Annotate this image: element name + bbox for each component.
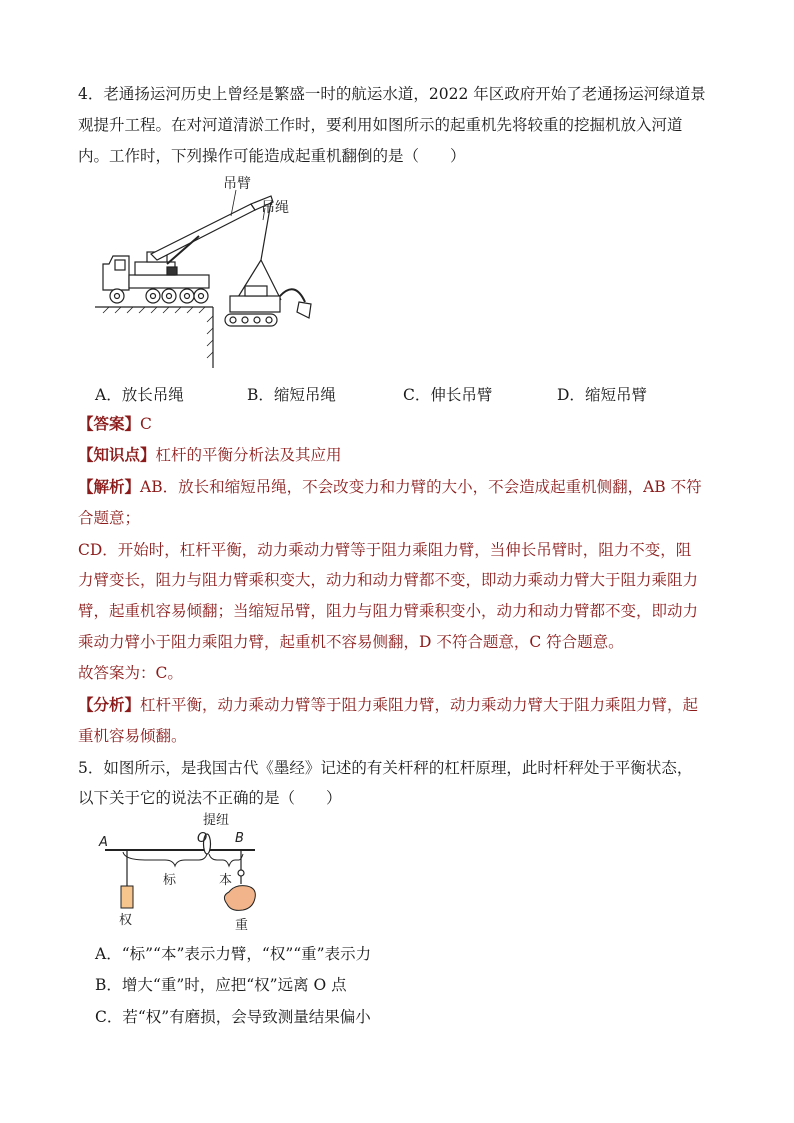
knowledge-tag: 【知识点】 xyxy=(78,445,156,464)
q4-summary-line-2: 重机容易倾翻。 xyxy=(78,727,187,745)
label-handle: 提纽 xyxy=(203,813,230,828)
analysis-tag: 【解析】 xyxy=(78,477,141,496)
q4-conclusion: 故答案为：C。 xyxy=(78,664,183,682)
label-quan: 权 xyxy=(119,913,133,928)
option-letter: C． xyxy=(95,1008,123,1026)
label-rope: 吊绳 xyxy=(261,200,289,216)
q4-analysis-line-3: CD．开始时，杠杆平衡，动力乘动力臂等于阻力乘阻力臂，当伸长吊臂时，阻力不变，阻 xyxy=(78,541,692,559)
label-biao: 标 xyxy=(163,873,177,888)
option-letter: B． xyxy=(247,386,274,404)
crane-excavator-figure xyxy=(95,172,320,372)
q4-answer xyxy=(78,414,728,434)
q4-option-b[interactable] xyxy=(247,383,336,405)
label-b: B xyxy=(235,831,244,846)
q4-option-d[interactable] xyxy=(557,383,647,405)
q4-analysis-line-4: 力臂变长，阻力与阻力臂乘积变大，动力和动力臂都不变，即动力乘动力臂大于阻力乘阻力 xyxy=(78,571,699,589)
option-letter: B． xyxy=(95,976,122,994)
option-letter: A． xyxy=(95,945,122,963)
q4-option-a[interactable] xyxy=(95,383,184,405)
summary-tag: 【分析】 xyxy=(78,695,141,714)
q4-stem-line-2: 观提升工程。在对河道清淤工作时，要利用如图所示的起重机先将较重的挖掘机放入河道 xyxy=(78,116,683,134)
analysis-text: AB．放长和缩短吊绳，不会改变力和力臂的大小，不会造成起重机侧翻，AB 不符 xyxy=(140,478,702,496)
q4-summary-line-1 xyxy=(78,695,728,715)
q4-analysis-line-1 xyxy=(78,477,728,497)
option-letter: D． xyxy=(557,386,585,404)
q4-analysis-line-2: 合题意； xyxy=(78,509,141,527)
q4-knowledge xyxy=(78,445,728,465)
q5-option-c[interactable] xyxy=(95,1007,745,1027)
option-text: “标”“本”表示力臂，“权”“重”表示力 xyxy=(121,945,372,963)
q4-stem-line-3: 内。工作时，下列操作可能造成起重机翻倒的是（ ） xyxy=(78,147,466,165)
q4-option-c[interactable] xyxy=(403,383,492,405)
answer-tag: 【答案】 xyxy=(78,414,141,433)
q4-stem-line-1: 4．老通扬运河历史上曾经是繁盛一时的航运水道，2022 年区政府开始了老通扬运河绿道景 xyxy=(78,85,706,103)
option-text: 缩短吊绳 xyxy=(273,386,336,404)
q5-option-b[interactable] xyxy=(95,975,745,995)
q4-analysis-line-5: 臂，起重机容易倾翻；当缩短吊臂，阻力与阻力臂乘积变小，动力和动力臂都不变，即动力 xyxy=(78,602,699,620)
option-letter: A． xyxy=(95,386,122,404)
option-text: 若“权”有磨损，会导致测量结果偏小 xyxy=(122,1008,371,1026)
option-letter: C． xyxy=(403,386,431,404)
load-object xyxy=(224,886,255,911)
label-o: O xyxy=(197,831,208,846)
summary-text: 杠杆平衡，动力乘动力臂等于阻力乘阻力臂，动力乘动力臂大于阻力乘阻力臂，起 xyxy=(140,696,699,714)
steelyard-figure xyxy=(95,812,295,938)
label-a: A xyxy=(99,835,108,850)
label-zhong: 重 xyxy=(235,918,249,933)
option-text: 放长吊绳 xyxy=(121,386,184,404)
q5-stem-line-1: 5．如图所示，是我国古代《墨经》记述的有关杆秤的杠杆原理，此时杆秤处于平衡状态， xyxy=(78,759,693,777)
label-ben: 本 xyxy=(219,873,233,888)
q4-analysis-line-6: 乘动力臂小于阻力乘阻力臂，起重机不容易侧翻，D 不符合题意，C 符合题意。 xyxy=(78,633,624,651)
answer-value: C xyxy=(140,415,152,433)
option-text: 缩短吊臂 xyxy=(584,386,647,404)
option-text: 增大“重”时，应把“权”远离 O 点 xyxy=(121,976,347,994)
label-boom: 吊臂 xyxy=(223,176,251,192)
q5-stem-line-2: 以下关于它的说法不正确的是（ ） xyxy=(78,789,342,807)
option-text: 伸长吊臂 xyxy=(430,386,493,404)
knowledge-value: 杠杆的平衡分析法及其应用 xyxy=(155,446,342,464)
weight-block xyxy=(121,886,133,908)
q5-option-a[interactable] xyxy=(95,944,745,964)
